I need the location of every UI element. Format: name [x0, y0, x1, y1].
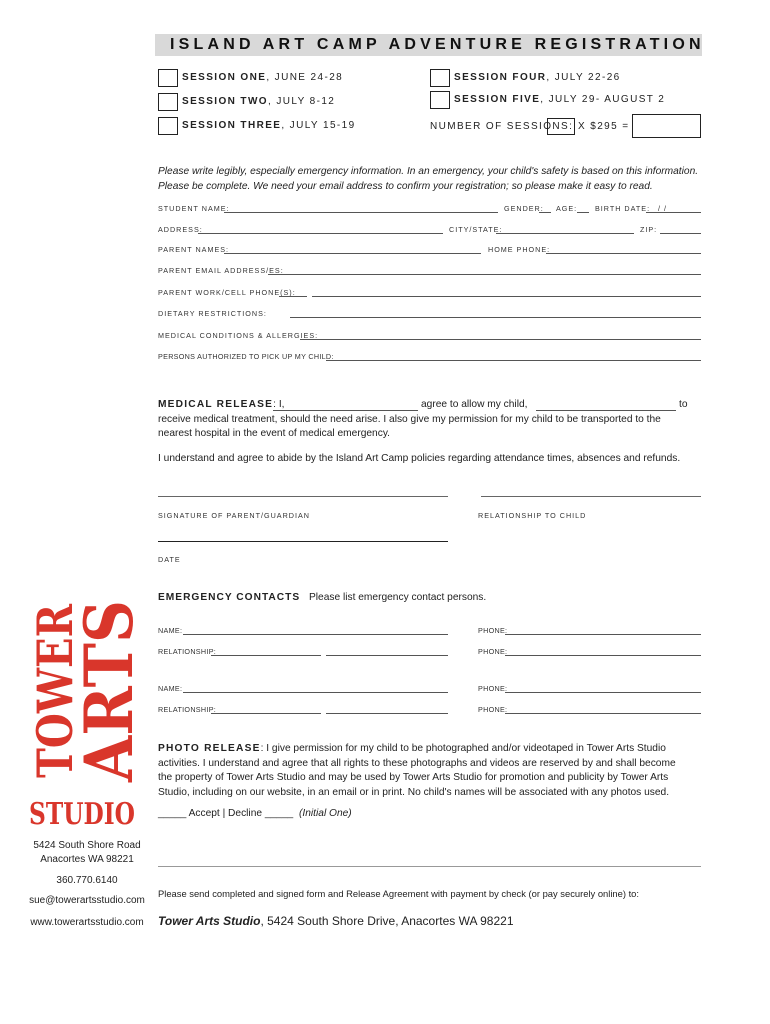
contact2-phone-field[interactable]	[505, 692, 701, 693]
city-state-label: CITY/STATE:	[449, 225, 503, 234]
photo-release-line-4: Studio, including on our website, in an email or in print. No child's names will be associated with any photos used.	[158, 786, 670, 798]
contact2-relationship-field[interactable]	[211, 713, 321, 714]
policy-text: I understand and agree to abide by the Island Art Camp policies regarding attendance times, absences and refunds.	[158, 453, 681, 464]
relationship-to-child-label: RELATIONSHIP TO CHILD	[478, 511, 587, 520]
instructions	[158, 164, 718, 194]
contact2-relationship-field-2[interactable]	[326, 713, 448, 714]
address-field[interactable]	[198, 233, 443, 234]
session-two-checkbox[interactable]	[158, 93, 178, 111]
form-title: ISLAND ART CAMP ADVENTURE REGISTRATION	[170, 36, 705, 53]
session-four-label: SESSION FOUR, JULY 22-26	[454, 72, 621, 83]
contact2-phone2-field[interactable]	[505, 713, 701, 714]
price-label: X $295 =	[578, 121, 630, 132]
footer-studio-name: Tower Arts Studio	[158, 914, 261, 928]
medical-release-line-3: nearest hospital in the event of medical emergency.	[158, 428, 390, 439]
session-five-checkbox[interactable]	[430, 91, 450, 109]
phone-number: 360.770.6140	[56, 875, 118, 886]
session-five-label: SESSION FIVE, JULY 29- AUGUST 2	[454, 94, 666, 105]
contact2-name-label: NAME:	[158, 684, 183, 693]
address-label: ADDRESS:	[158, 225, 203, 234]
student-name-label: STUDENT NAME:	[158, 204, 230, 213]
date-field[interactable]	[158, 541, 448, 542]
city-state-field[interactable]	[496, 233, 634, 234]
city-address: Anacortes WA 98221	[40, 854, 134, 865]
home-phone-label: HOME PHONE:	[488, 245, 551, 254]
to-text: to	[679, 399, 688, 410]
initial-one-text: (Initial One)	[299, 808, 352, 819]
session-one-label: SESSION ONE, JUNE 24-28	[182, 72, 344, 83]
contact2-phone2-label: PHONE:	[478, 705, 508, 714]
photo-release-heading: PHOTO RELEASE	[158, 743, 261, 754]
session-two-label: SESSION TWO, JULY 8-12	[182, 96, 336, 107]
contact1-name-field[interactable]	[183, 634, 448, 635]
parent-work-phone-field-1[interactable]	[279, 296, 307, 297]
student-name-field[interactable]	[224, 212, 498, 213]
logo-studio-text: STUDIO	[29, 797, 135, 832]
contact1-phone2-label: PHONE:	[478, 647, 508, 656]
medical-release-heading: MEDICAL RELEASE	[158, 399, 274, 410]
medical-field[interactable]	[300, 339, 701, 340]
instructions-line-2: Please be complete. We need your email address to confirm your registration; so please make it easy to read.	[158, 181, 653, 192]
parent-names-label: PARENT NAMES:	[158, 245, 230, 254]
child-name-field[interactable]	[536, 410, 676, 411]
contact1-phone-field[interactable]	[505, 634, 701, 635]
dietary-field[interactable]	[290, 317, 701, 318]
instructions-line-1: Please write legibly, especially emergency information. In an emergency, your child's safety is based on this information.	[158, 166, 699, 177]
medical-label: MEDICAL CONDITIONS & ALLERGIES:	[158, 331, 319, 340]
gender-field[interactable]	[539, 212, 551, 213]
birth-date-field[interactable]	[646, 212, 701, 213]
dietary-label: DIETARY RESTRICTIONS:	[158, 309, 267, 318]
signature-label: SIGNATURE OF PARENT/GUARDIAN	[158, 511, 310, 520]
contact1-name-label: NAME:	[158, 626, 183, 635]
email-link[interactable]: sue@towerartsstudio.com	[29, 895, 145, 906]
emergency-subheading: Please list emergency contact persons.	[309, 592, 487, 603]
photo-release-line-3: the property of Tower Arts Studio and may be used by Tower Arts Studio for promotion and publicity by Tower Arts	[158, 772, 669, 783]
logo-tower-text: TOWER	[26, 565, 84, 778]
contact2-relationship-label: RELATIONSHIP:	[158, 705, 217, 714]
parent-work-phone-label: PARENT WORK/CELL PHONE(S):	[158, 288, 296, 297]
photo-release-line-1: : I give permission for my child to be photographed and/or videotaped in Tower Arts Studio	[260, 743, 666, 754]
footer-divider	[158, 866, 701, 867]
age-label: AGE:	[556, 204, 578, 213]
pickup-field[interactable]	[326, 360, 701, 361]
medical-release-line-2: receive medical treatment, should the need arise. I also give my permission for my child to be transported to the	[158, 413, 661, 425]
age-field[interactable]	[577, 212, 589, 213]
parent-email-field[interactable]	[268, 274, 701, 275]
number-of-sessions-label: NUMBER OF SESSIONS:	[430, 121, 574, 132]
contact2-name-field[interactable]	[183, 692, 448, 693]
tower-arts-studio-logo	[26, 565, 148, 832]
session-four-checkbox[interactable]	[430, 69, 450, 87]
zip-field[interactable]	[660, 233, 701, 234]
total-field[interactable]	[632, 114, 701, 138]
home-phone-field[interactable]	[546, 253, 701, 254]
parent-names-field[interactable]	[224, 253, 481, 254]
footer-mailing-address	[158, 914, 514, 928]
medical-release-i: : I,	[273, 399, 285, 410]
photo-release-line-2: activities. I understand and agree that all rights to these photographs and videos are reserved by and shall become	[158, 757, 676, 769]
emergency-heading: EMERGENCY CONTACTS	[158, 592, 301, 603]
contact1-relationship-field[interactable]	[211, 655, 321, 656]
contact1-relationship-label: RELATIONSHIP:	[158, 647, 217, 656]
date-label: DATE	[158, 555, 181, 564]
website-link[interactable]: www.towerartsstudio.com	[30, 917, 144, 928]
zip-label: ZIP:	[640, 225, 658, 234]
birth-date-label: BIRTH DATE:	[595, 204, 651, 213]
number-of-sessions-field[interactable]	[547, 118, 575, 135]
parent-work-phone-field-2[interactable]	[312, 296, 701, 297]
contact2-phone-label: PHONE:	[478, 684, 508, 693]
emergency-contacts-title	[158, 591, 486, 606]
signature-field[interactable]	[158, 496, 448, 497]
relationship-to-child-field[interactable]	[481, 496, 701, 497]
contact1-phone2-field[interactable]	[505, 655, 701, 656]
accept-decline-text: _____ Accept | Decline _____	[158, 808, 294, 819]
parent-name-field[interactable]	[273, 410, 418, 411]
photo-release	[158, 742, 718, 800]
accept-decline	[158, 807, 352, 822]
birth-date-slashes: / /	[658, 204, 667, 213]
contact1-relationship-field-2[interactable]	[326, 655, 448, 656]
gender-label: GENDER:	[504, 204, 544, 213]
session-three-checkbox[interactable]	[158, 117, 178, 135]
street-address: 5424 South Shore Road	[33, 840, 141, 851]
logo-arts-text: ARTS	[70, 580, 148, 782]
agree-text: agree to allow my child,	[421, 399, 528, 410]
pickup-label: PERSONS AUTHORIZED TO PICK UP MY CHILD:	[158, 352, 334, 361]
session-one-checkbox[interactable]	[158, 69, 178, 87]
contact1-phone-label: PHONE:	[478, 626, 508, 635]
footer-instruction: Please send completed and signed form and Release Agreement with payment by check (or pay securely online) to:	[158, 888, 639, 899]
session-three-label: SESSION THREE, JULY 15-19	[182, 120, 356, 131]
footer-address: , 5424 South Shore Drive, Anacortes WA 98221	[260, 914, 514, 928]
parent-email-label: PARENT EMAIL ADDRESS/ES:	[158, 266, 284, 275]
